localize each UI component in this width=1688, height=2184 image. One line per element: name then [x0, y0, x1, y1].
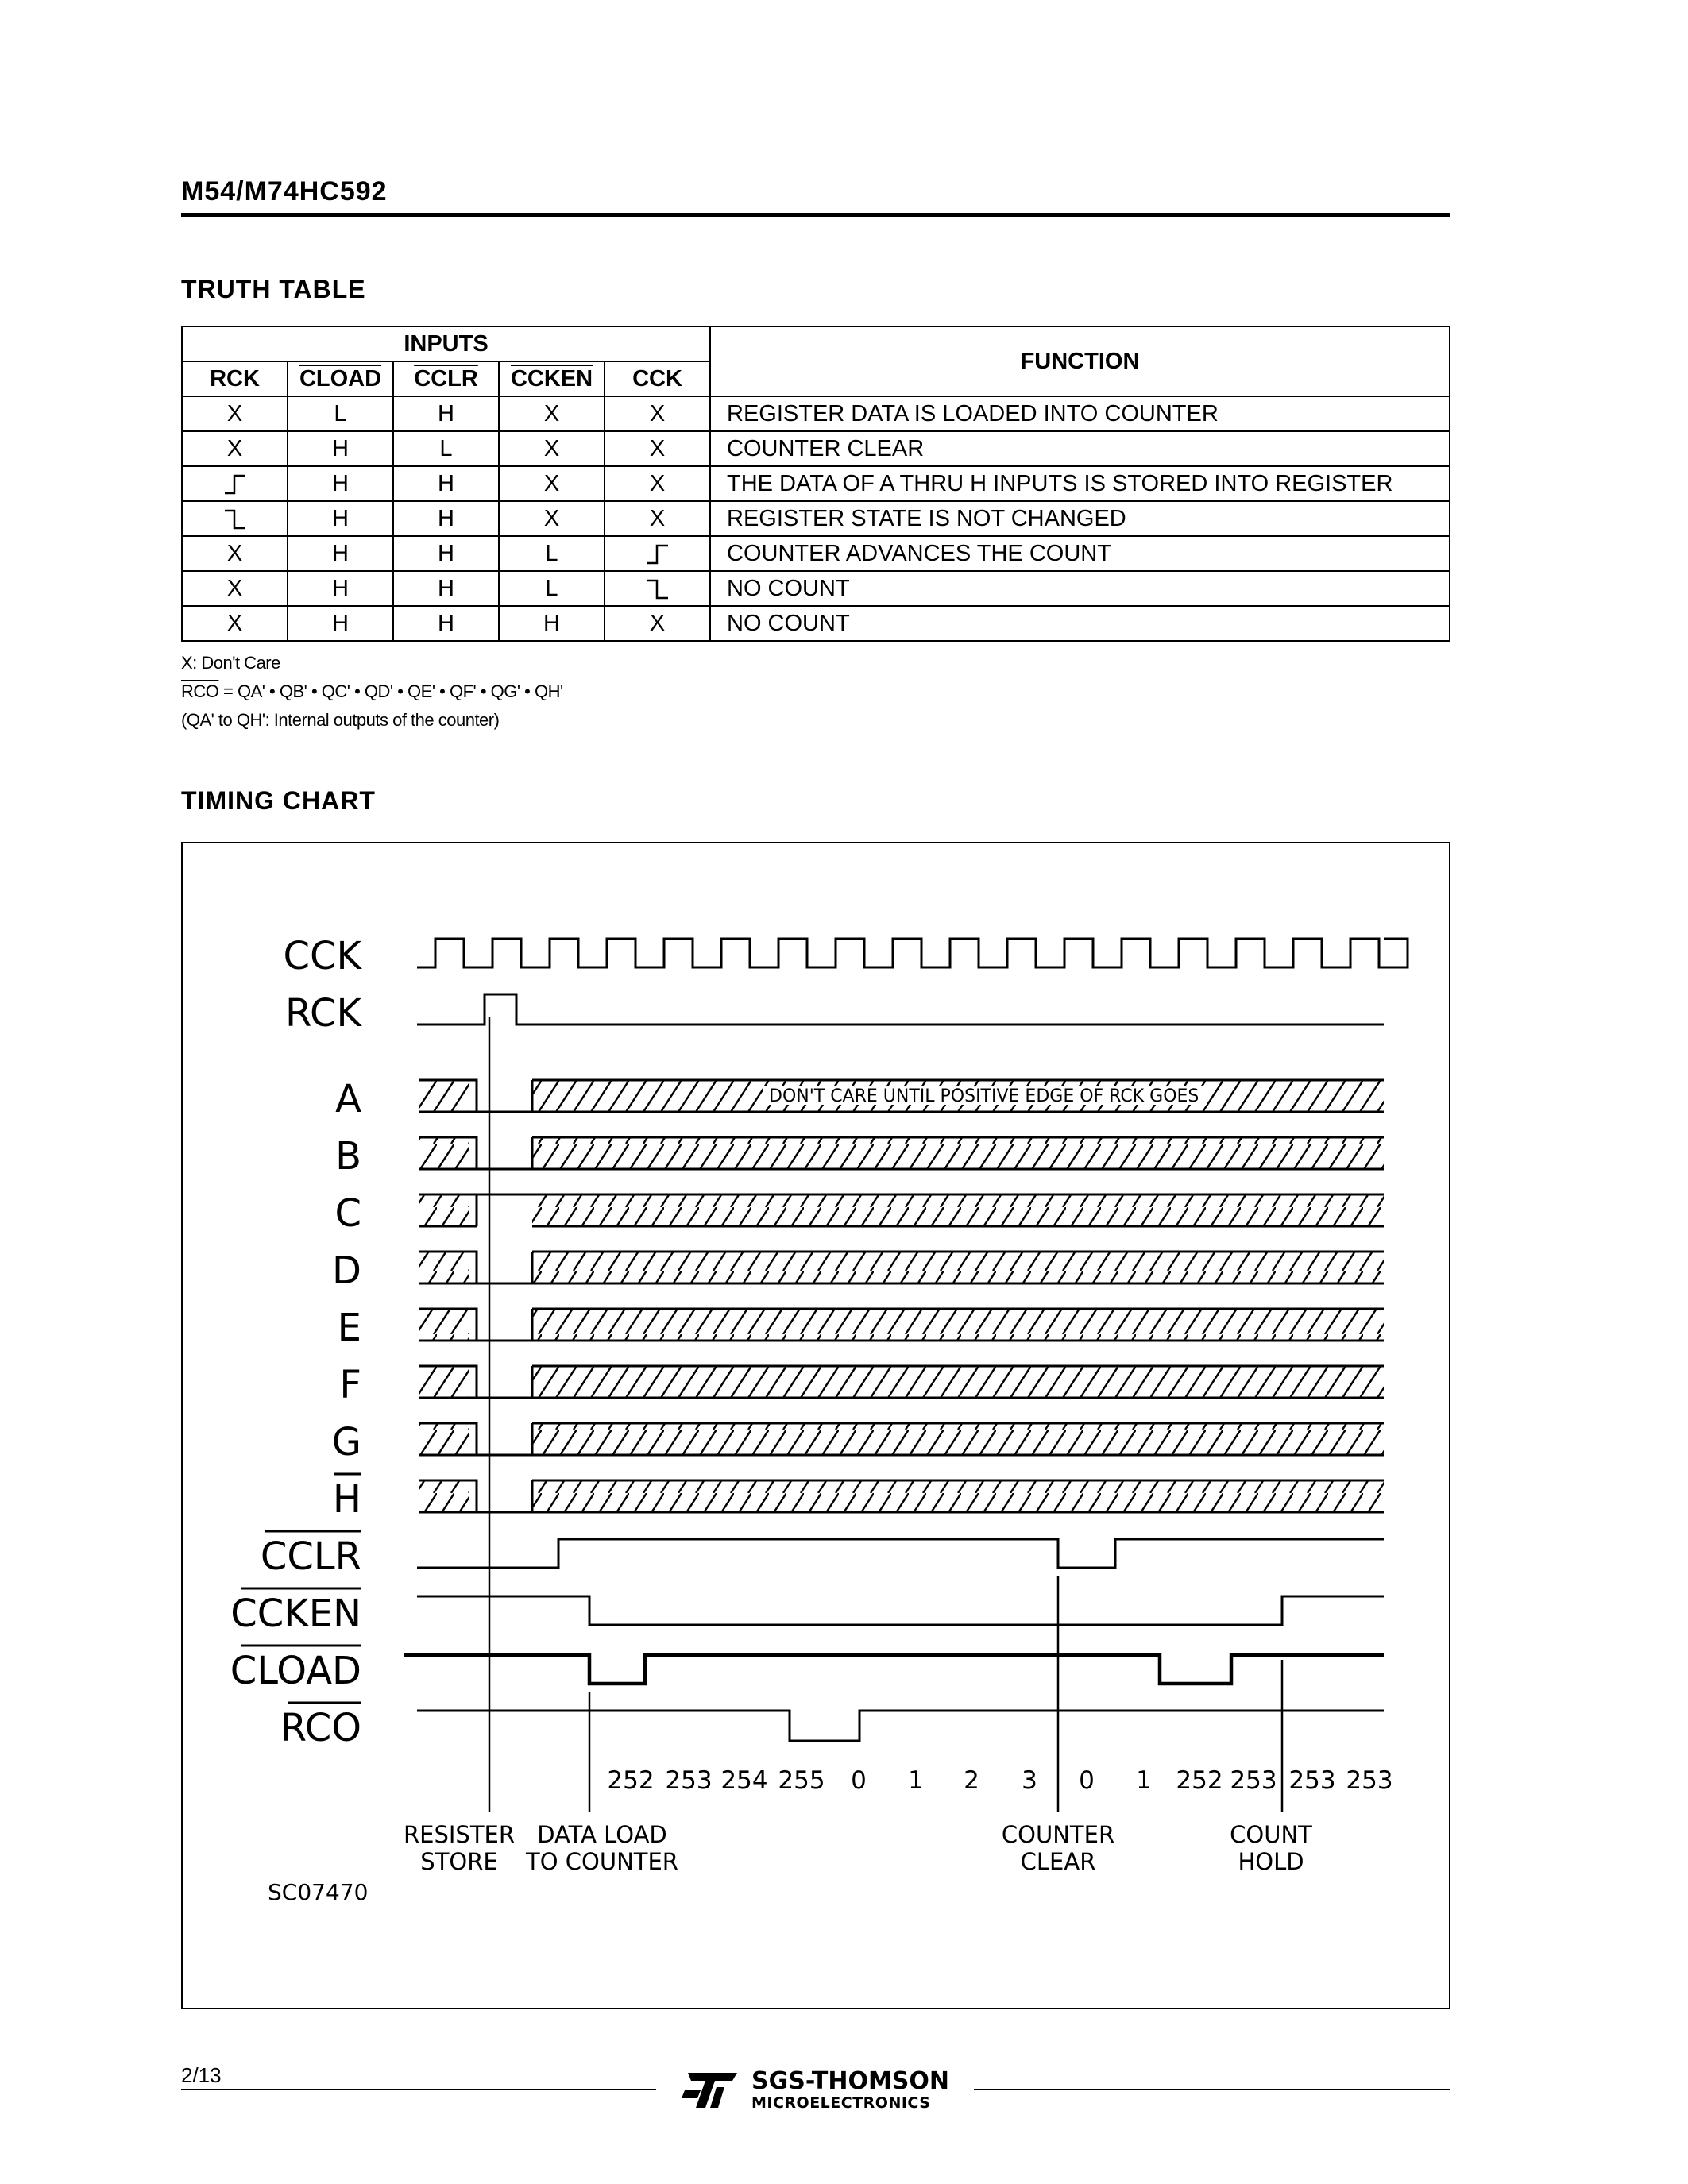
- signal-label-cclr: CCLR: [260, 1534, 361, 1579]
- count-value: 253: [1230, 1766, 1277, 1795]
- signal-label-ccken: CCKEN: [230, 1592, 361, 1636]
- signal-label-cload: CLOAD: [230, 1649, 361, 1693]
- document-title: M54/M74HC592: [181, 176, 388, 206]
- rck-waveform: [417, 994, 1384, 1024]
- col-cck: CCK: [605, 361, 710, 396]
- data-waveform-d: [419, 1252, 1384, 1283]
- cell-cck: X: [605, 606, 710, 641]
- data-load-event-label: DATA LOAD: [537, 1821, 667, 1848]
- col-ccken: CCKEN: [510, 365, 593, 392]
- count-hold-event-label: HOLD: [1238, 1848, 1304, 1875]
- signal-label-a: A: [335, 1077, 361, 1121]
- cell-cclr: L: [393, 431, 499, 466]
- cell-cload: H: [288, 536, 393, 571]
- cell-function: COUNTER CLEAR: [710, 431, 1450, 466]
- signal-label-b: B: [335, 1134, 361, 1179]
- dont-care-annotation: DON'T CARE UNTIL POSITIVE EDGE OF RCK GOES: [769, 1086, 1199, 1106]
- count-value: 253: [1288, 1766, 1336, 1795]
- data-waveform-b: [419, 1137, 1384, 1169]
- count-value: 0: [851, 1766, 867, 1795]
- figure-code: SC07470: [268, 1879, 369, 1905]
- store-event-label: RESISTER: [403, 1821, 516, 1848]
- cell-cclr: H: [393, 466, 499, 501]
- count-value: 252: [1176, 1766, 1223, 1795]
- note-internal-outputs: (QA' to QH': Internal outputs of the counter): [181, 710, 500, 730]
- data-load-event-label: TO COUNTER: [526, 1848, 678, 1875]
- cell-cload: H: [288, 571, 393, 606]
- cell-ccken: X: [499, 396, 605, 431]
- note-dont-care: X: Don't Care: [181, 653, 280, 673]
- signal-label-rck: RCK: [285, 991, 361, 1036]
- counter-clear-event-label: COUNTER: [1001, 1821, 1115, 1848]
- st-logo-icon: [682, 2073, 737, 2108]
- count-value: 253: [665, 1766, 713, 1795]
- signal-label-c: C: [334, 1191, 361, 1236]
- cell-cclr: H: [393, 571, 499, 606]
- truth-table-heading: TRUTH TABLE: [181, 275, 366, 303]
- cell-cck: X: [605, 431, 710, 466]
- cell-function: NO COUNT: [710, 571, 1450, 606]
- rco-waveform: [417, 1711, 1384, 1741]
- cell-ccken: X: [499, 466, 605, 501]
- cell-cload: H: [288, 606, 393, 641]
- signal-label-g: G: [331, 1420, 361, 1464]
- col-rck: RCK: [182, 361, 288, 396]
- page-number: 2/13: [181, 2063, 222, 2087]
- signal-label-d: D: [332, 1248, 361, 1293]
- count-value: 1: [1136, 1766, 1152, 1795]
- cell-cck: X: [605, 501, 710, 536]
- count-value: 1: [908, 1766, 924, 1795]
- cell-rck: X: [182, 606, 288, 641]
- cell-cclr: H: [393, 606, 499, 641]
- counter-clear-event-label: CLEAR: [1020, 1848, 1096, 1875]
- cell-cload: H: [288, 466, 393, 501]
- cell-cck: X: [605, 396, 710, 431]
- cck-waveform: [417, 939, 1408, 967]
- store-event-label: STORE: [420, 1848, 498, 1875]
- data-waveform-f: [419, 1366, 1384, 1398]
- signal-label-e: E: [337, 1306, 361, 1350]
- count-hold-event-label: COUNT: [1230, 1821, 1312, 1848]
- count-value: 253: [1346, 1766, 1393, 1795]
- cell-cload: H: [288, 431, 393, 466]
- data-waveform-g: [419, 1423, 1384, 1455]
- signal-label-rco: RCO: [280, 1706, 361, 1750]
- data-waveform-c: [419, 1194, 1384, 1226]
- rco-label: $\overline{RCO}$: [181, 681, 219, 701]
- cell-function: THE DATA OF A THRU H INPUTS IS STORED INTO REGISTER: [710, 466, 1450, 501]
- signal-label-h: H: [332, 1477, 361, 1522]
- cell-cclr: H: [393, 396, 499, 431]
- data-waveform-h: [419, 1480, 1384, 1512]
- sgs-thomson-logo: [682, 2063, 964, 2113]
- cell-cload: L: [288, 396, 393, 431]
- cell-function: COUNTER ADVANCES THE COUNT: [710, 536, 1450, 571]
- col-cclr: CCLR: [414, 365, 478, 392]
- cell-ccken: L: [499, 536, 605, 571]
- cell-cload: H: [288, 501, 393, 536]
- cell-cclr: H: [393, 501, 499, 536]
- col-cload: CLOAD: [299, 365, 382, 392]
- cell-rck: X: [182, 536, 288, 571]
- count-value: 254: [720, 1766, 768, 1795]
- cell-function: NO COUNT: [710, 606, 1450, 641]
- data-waveform-e: [419, 1309, 1384, 1341]
- cell-cck: X: [605, 466, 710, 501]
- cell-ccken: H: [499, 606, 605, 641]
- cell-rck: X: [182, 396, 288, 431]
- rco-expression: = QA' • QB' • QC' • QD' • QE' • QF' • QG' • QH': [218, 681, 563, 701]
- footer-rule-right: [974, 2089, 1450, 2090]
- cell-function: REGISTER DATA IS LOADED INTO COUNTER: [710, 396, 1450, 431]
- count-value: 0: [1079, 1766, 1095, 1795]
- cell-function: REGISTER STATE IS NOT CHANGED: [710, 501, 1450, 536]
- company-division: MICROELECTRONICS: [751, 2094, 931, 2112]
- footer-rule-left: [181, 2089, 656, 2090]
- cell-rck: X: [182, 571, 288, 606]
- count-value: 252: [607, 1766, 655, 1795]
- cell-ccken: X: [499, 501, 605, 536]
- timing-chart-heading: TIMING CHART: [181, 786, 376, 815]
- cclr-waveform: [417, 1539, 1384, 1568]
- cload-waveform: [404, 1655, 1384, 1684]
- count-value: 255: [778, 1766, 825, 1795]
- inputs-header: INPUTS: [182, 326, 710, 361]
- signal-label-cck: CCK: [283, 934, 361, 978]
- ccken-waveform: [417, 1596, 1384, 1625]
- cell-ccken: X: [499, 431, 605, 466]
- company-name: SGS-THOMSON: [751, 2067, 950, 2095]
- count-value: 2: [964, 1766, 979, 1795]
- count-value: 3: [1022, 1766, 1037, 1795]
- cell-rck: X: [182, 431, 288, 466]
- cell-ccken: L: [499, 571, 605, 606]
- cell-cclr: H: [393, 536, 499, 571]
- function-header: FUNCTION: [710, 326, 1450, 396]
- signal-label-f: F: [339, 1363, 361, 1407]
